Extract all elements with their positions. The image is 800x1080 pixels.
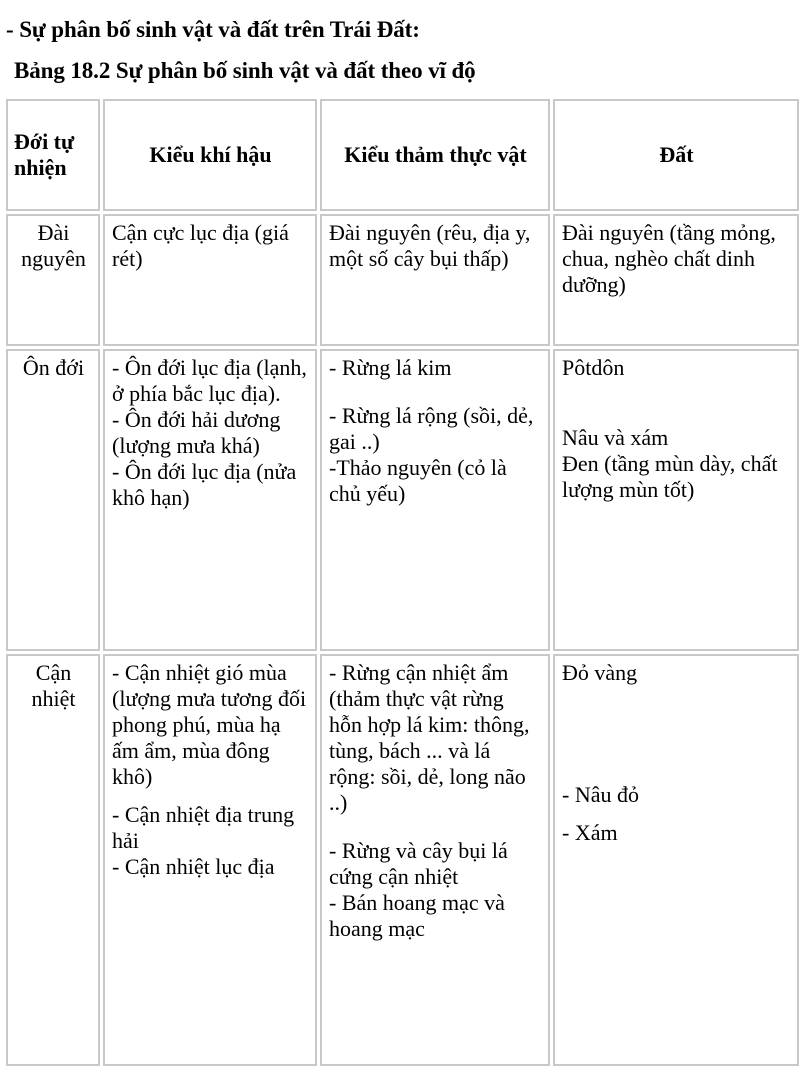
climate-item: - Cận nhiệt gió mùa (lượng mưa tương đối phong phú, mùa hạ ấm ẩm, mùa đông khô) <box>112 660 312 789</box>
column-header-soil: Đất <box>553 99 799 211</box>
soil-item: Đen (tầng mùn dày, chất lượng mùn tốt) <box>562 450 783 502</box>
line-gap <box>562 381 791 425</box>
cell-climate <box>103 349 317 651</box>
vegetation-item: - Rừng và cây bụi lá cứng cận nhiệt <box>329 837 514 889</box>
soil-item: - Nâu đỏ <box>562 781 639 807</box>
section-heading: - Sự phân bố sinh vật và đất trên Trái Đất: <box>6 17 420 42</box>
distribution-table <box>3 96 800 1069</box>
column-header-zone: Đới tự nhiện <box>6 99 100 211</box>
line-gap <box>329 381 542 403</box>
cell-zone: Đài nguyên <box>6 214 100 346</box>
vegetation-item: - Rừng cận nhiệt ẩm (thảm thực vật rừng hỗn hợp lá kim: thông, tùng, bách ... và lá rộng: sồi, dẻ, long não ..) <box>329 660 535 815</box>
climate-item: - Ôn đới lục địa (lạnh, ở phía bắc lục địa). <box>112 355 313 406</box>
soil-item: Nâu và xám <box>562 424 669 450</box>
vegetation-item: - Rừng lá rộng (sồi, dẻ, gai ..) <box>329 402 539 454</box>
column-header-vegetation: Kiểu thảm thực vật <box>320 99 550 211</box>
soil-item: Đỏ vàng <box>562 660 638 685</box>
cell-vegetation <box>320 349 550 651</box>
climate-item: - Ôn đới hải dương (lượng mưa khá) <box>112 406 286 458</box>
vegetation-item: - Rừng lá kim <box>329 355 452 380</box>
table-row <box>6 349 799 651</box>
climate-item: - Ôn đới lục địa (nửa khô hạn) <box>112 458 302 510</box>
soil-item: Pôtdôn <box>562 355 625 380</box>
column-header-climate: Kiểu khí hậu <box>103 99 317 211</box>
climate-item: - Cận nhiệt địa trung hải <box>112 801 300 853</box>
line-gap <box>562 686 791 782</box>
line-gap <box>562 808 791 820</box>
cell-zone: Cận nhiệt <box>6 654 100 1066</box>
cell-climate: Cận cực lục địa (giá rét) <box>103 214 317 346</box>
heading-block <box>0 0 800 82</box>
vegetation-item: - Bán hoang mạc và hoang mạc <box>329 889 511 941</box>
climate-item: - Cận nhiệt lục địa <box>112 853 275 879</box>
table-caption: Bảng 18.2 Sự phân bố sinh vật và đất theo vĩ độ <box>14 58 476 83</box>
line-gap <box>112 790 309 802</box>
cell-climate <box>103 654 317 1066</box>
cell-vegetation: Đài nguyên (rêu, địa y, một số cây bụi thấp) <box>320 214 550 346</box>
line-gap <box>329 816 542 838</box>
cell-soil: Đài nguyên (tầng mỏng, chua, nghèo chất dinh dưỡng) <box>553 214 799 346</box>
cell-soil <box>553 349 799 651</box>
vegetation-item: -Thảo nguyên (cỏ là chủ yếu) <box>329 454 513 506</box>
cell-zone: Ôn đới <box>6 349 100 651</box>
cell-vegetation <box>320 654 550 1066</box>
soil-item: - Xám <box>562 819 618 845</box>
table-row <box>6 214 799 346</box>
cell-soil <box>553 654 799 1066</box>
table-header-row <box>6 99 799 211</box>
table-row <box>6 654 799 1066</box>
